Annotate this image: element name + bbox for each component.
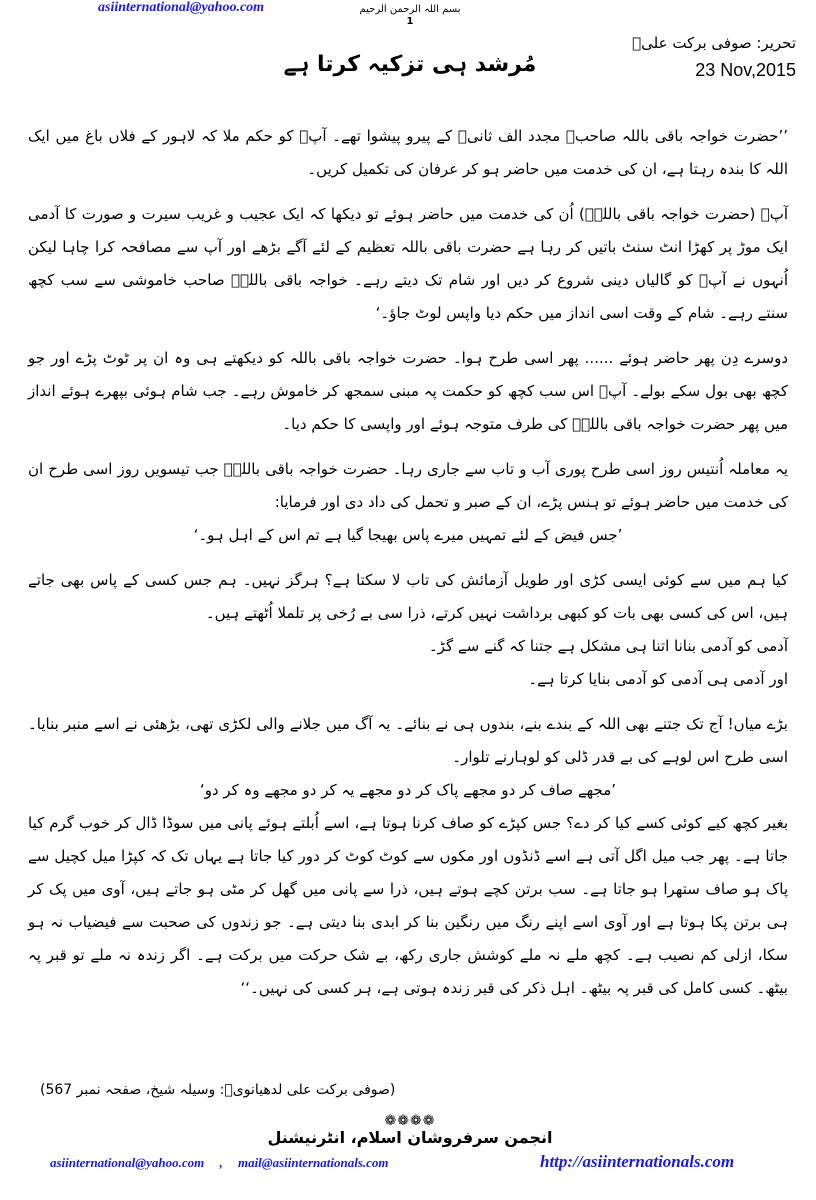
footer-emails	[50, 1155, 389, 1171]
footer-website-link[interactable]: http://asiinternationals.com	[540, 1152, 735, 1171]
article-body	[28, 120, 788, 1017]
separator: ,	[219, 1155, 223, 1170]
bismillah-heading: بسم اللہ الرحمن الرحیم	[359, 4, 461, 15]
author-byline: تحریر: صوفی برکت علیؒ	[632, 34, 796, 52]
paragraph: کیا ہم میں سے کوئی ایسی کڑی اور طویل آزمائش کی تاب لا سکتا ہے؟ ہرگز نہیں۔ ہم جس کسی کے پاس بھی جاتے ہیں، اس کی کسی بھی بات کو کبھی برداشت نہیں کرتے، ذرا سی بے رُخی پر تلملا اُٹھتے ہیں۔	[28, 571, 788, 622]
citation: (صوفی برکت علی لدھیانویؒ: وسیلہ شیخ، صفحہ نمبر 567)	[40, 1082, 396, 1098]
organization-name: انجمن سرفروشان اسلام، انٹرنیشنل	[267, 1128, 553, 1147]
footer-email-link[interactable]: mail@asiinternationals.com	[237, 1155, 389, 1170]
ornament-divider-icon: ❁❁❁❁	[384, 1113, 436, 1129]
footer-email-link[interactable]: asiinternational@yahoo.com	[50, 1155, 205, 1170]
page-number: 1	[406, 16, 414, 27]
paragraph: بڑے میاں! آج تک جتنے بھی اللہ کے بندے بنے، بندوں ہی نے بنائے۔ یہ آگ میں جلانے والی لکڑی تھی، بڑھئی نے اسے منبر بنایا۔ اسی طرح اس لوہے کی بے قدر ڈلی کو لوہارنے تلوار۔	[28, 715, 788, 766]
header-email-link[interactable]: asiinternational@yahoo.com	[98, 0, 265, 15]
quote: ’جس فیض کے لئے تمہیں میرے پاس بھیجا گیا ہے تم اس کے اہل ہو۔‘	[193, 526, 623, 544]
article-date: 23 Nov,2015	[695, 60, 796, 80]
paragraph: یہ معاملہ اُنتیس روز اسی طرح پوری آب و تاب سے جاری رہا۔ حضرت خواجہ باقی باللہؒ جب تیسویں روز اسی طرح ان کی خدمت میں حاضر ہوئے تو ہنس پڑے، ان کے صبر و تحمل کی داد دی اور فرمایا:	[28, 460, 788, 511]
paragraph: ’’حضرت خواجہ باقی باللہ صاحبؒ مجدد الف ثانیؒ کے پیرو پیشوا تھے۔ آپؒ کو حکم ملا کہ لاہور کے فلاں باغ میں ایک اللہ کا بندہ رہتا ہے، ان کی خدمت میں حاضر ہو کر عرفان کی تکمیل کریں۔	[28, 127, 788, 178]
paragraph-line: آدمی کو آدمی بنانا اتنا ہی مشکل ہے جتنا کہ گنے سے گڑ۔	[428, 637, 788, 655]
paragraph: بغیر کچھ کیے کوئی کسے کیا کر دے؟ جس کپڑے کو صاف کرنا ہوتا ہے، اسے اُبلتے ہوئے پانی میں سوڈا ڈال کر خوب گرم کیا جاتا ہے۔ پھر جب میل اگل آتی ہے اسے ڈنڈوں اور مکوں سے کوٹ کوٹ کر دور کیا جاتا ہے یہاں تک کہ کپڑا میل کچیل سے پاک ہو صاف ستھرا ہو جاتا ہے۔ سب برتن کچے ہوتے ہیں، ذرا سے پانی میں گھل کر مٹی ہو جاتے ہیں، آوی میں پک کر ہی برتن پکا ہوتا ہے اور آوی اسے اپنے رنگ میں رنگین بنا کر ابدی بنا دیتی ہے۔ جو زندوں کی صحبت سے فیضیاب نہ ہو سکا، ازلی کم نصیب ہے۔ کچھ ملے نہ ملے کوشش جاری رکھ، بے شک حرکت میں برکت ہے۔ اگر زندہ نہ ملے تو قبر پہ بیٹھ۔ کسی کامل کی قبر پہ بیٹھ۔ اہل ذکر کی قبر زندہ ہوتی ہے، ہر کسی کی نہیں۔‘‘	[28, 814, 788, 997]
paragraph-line: اور آدمی ہی آدمی کو آدمی بنایا کرتا ہے۔	[528, 670, 788, 688]
article-title: مُرشد ہی تزکیہ کرتا ہے	[283, 52, 537, 77]
paragraph: آپؒ (حضرت خواجہ باقی باللہؒ) اُن کی خدمت میں حاضر ہوئے تو دیکھا کہ ایک عجیب و غریب سیرت و صورت کا آدمی ایک موڑ پر کھڑا انٹ سنٹ باتیں کر رہا ہے حضرت باقی باللہ تعظیم کے لئے آگے بڑھے اور آپ سے مصافحہ کرا چاہا لیکن اُنہوں نے آپؒ کو گالیاں دینی شروع کر دیں اور شام تک دیتے رہے۔ خواجہ باقی باللہؒ صاحب خاموشی سے سب کچھ سنتے رہے۔ شام کے وقت اسی انداز میں حکم دیا واپس لوٹ جاؤ۔‘	[28, 205, 788, 322]
paragraph: دوسرے دِن پھر حاضر ہوئے ...... پھر اسی طرح ہوا۔ حضرت خواجہ باقی باللہ کو دیکھتے ہی وہ ان پر ٹوٹ پڑے اور جو کچھ بھی بول سکے بولے۔ آپؒ اس سب کچھ کو حکمت پہ مبنی سمجھ کر خاموش رہے۔ جب شام ہوئی بپھرے ہوئے انداز میں پھر حضرت خواجہ باقی باللہؒ کی طرف متوجہ ہوئے اور واپسی کا حکم دیا۔	[28, 349, 788, 433]
quote: ’مجھے صاف کر دو مجھے پاک کر دو مجھے یہ کر دو مجھے وہ کر دو‘	[199, 781, 617, 799]
